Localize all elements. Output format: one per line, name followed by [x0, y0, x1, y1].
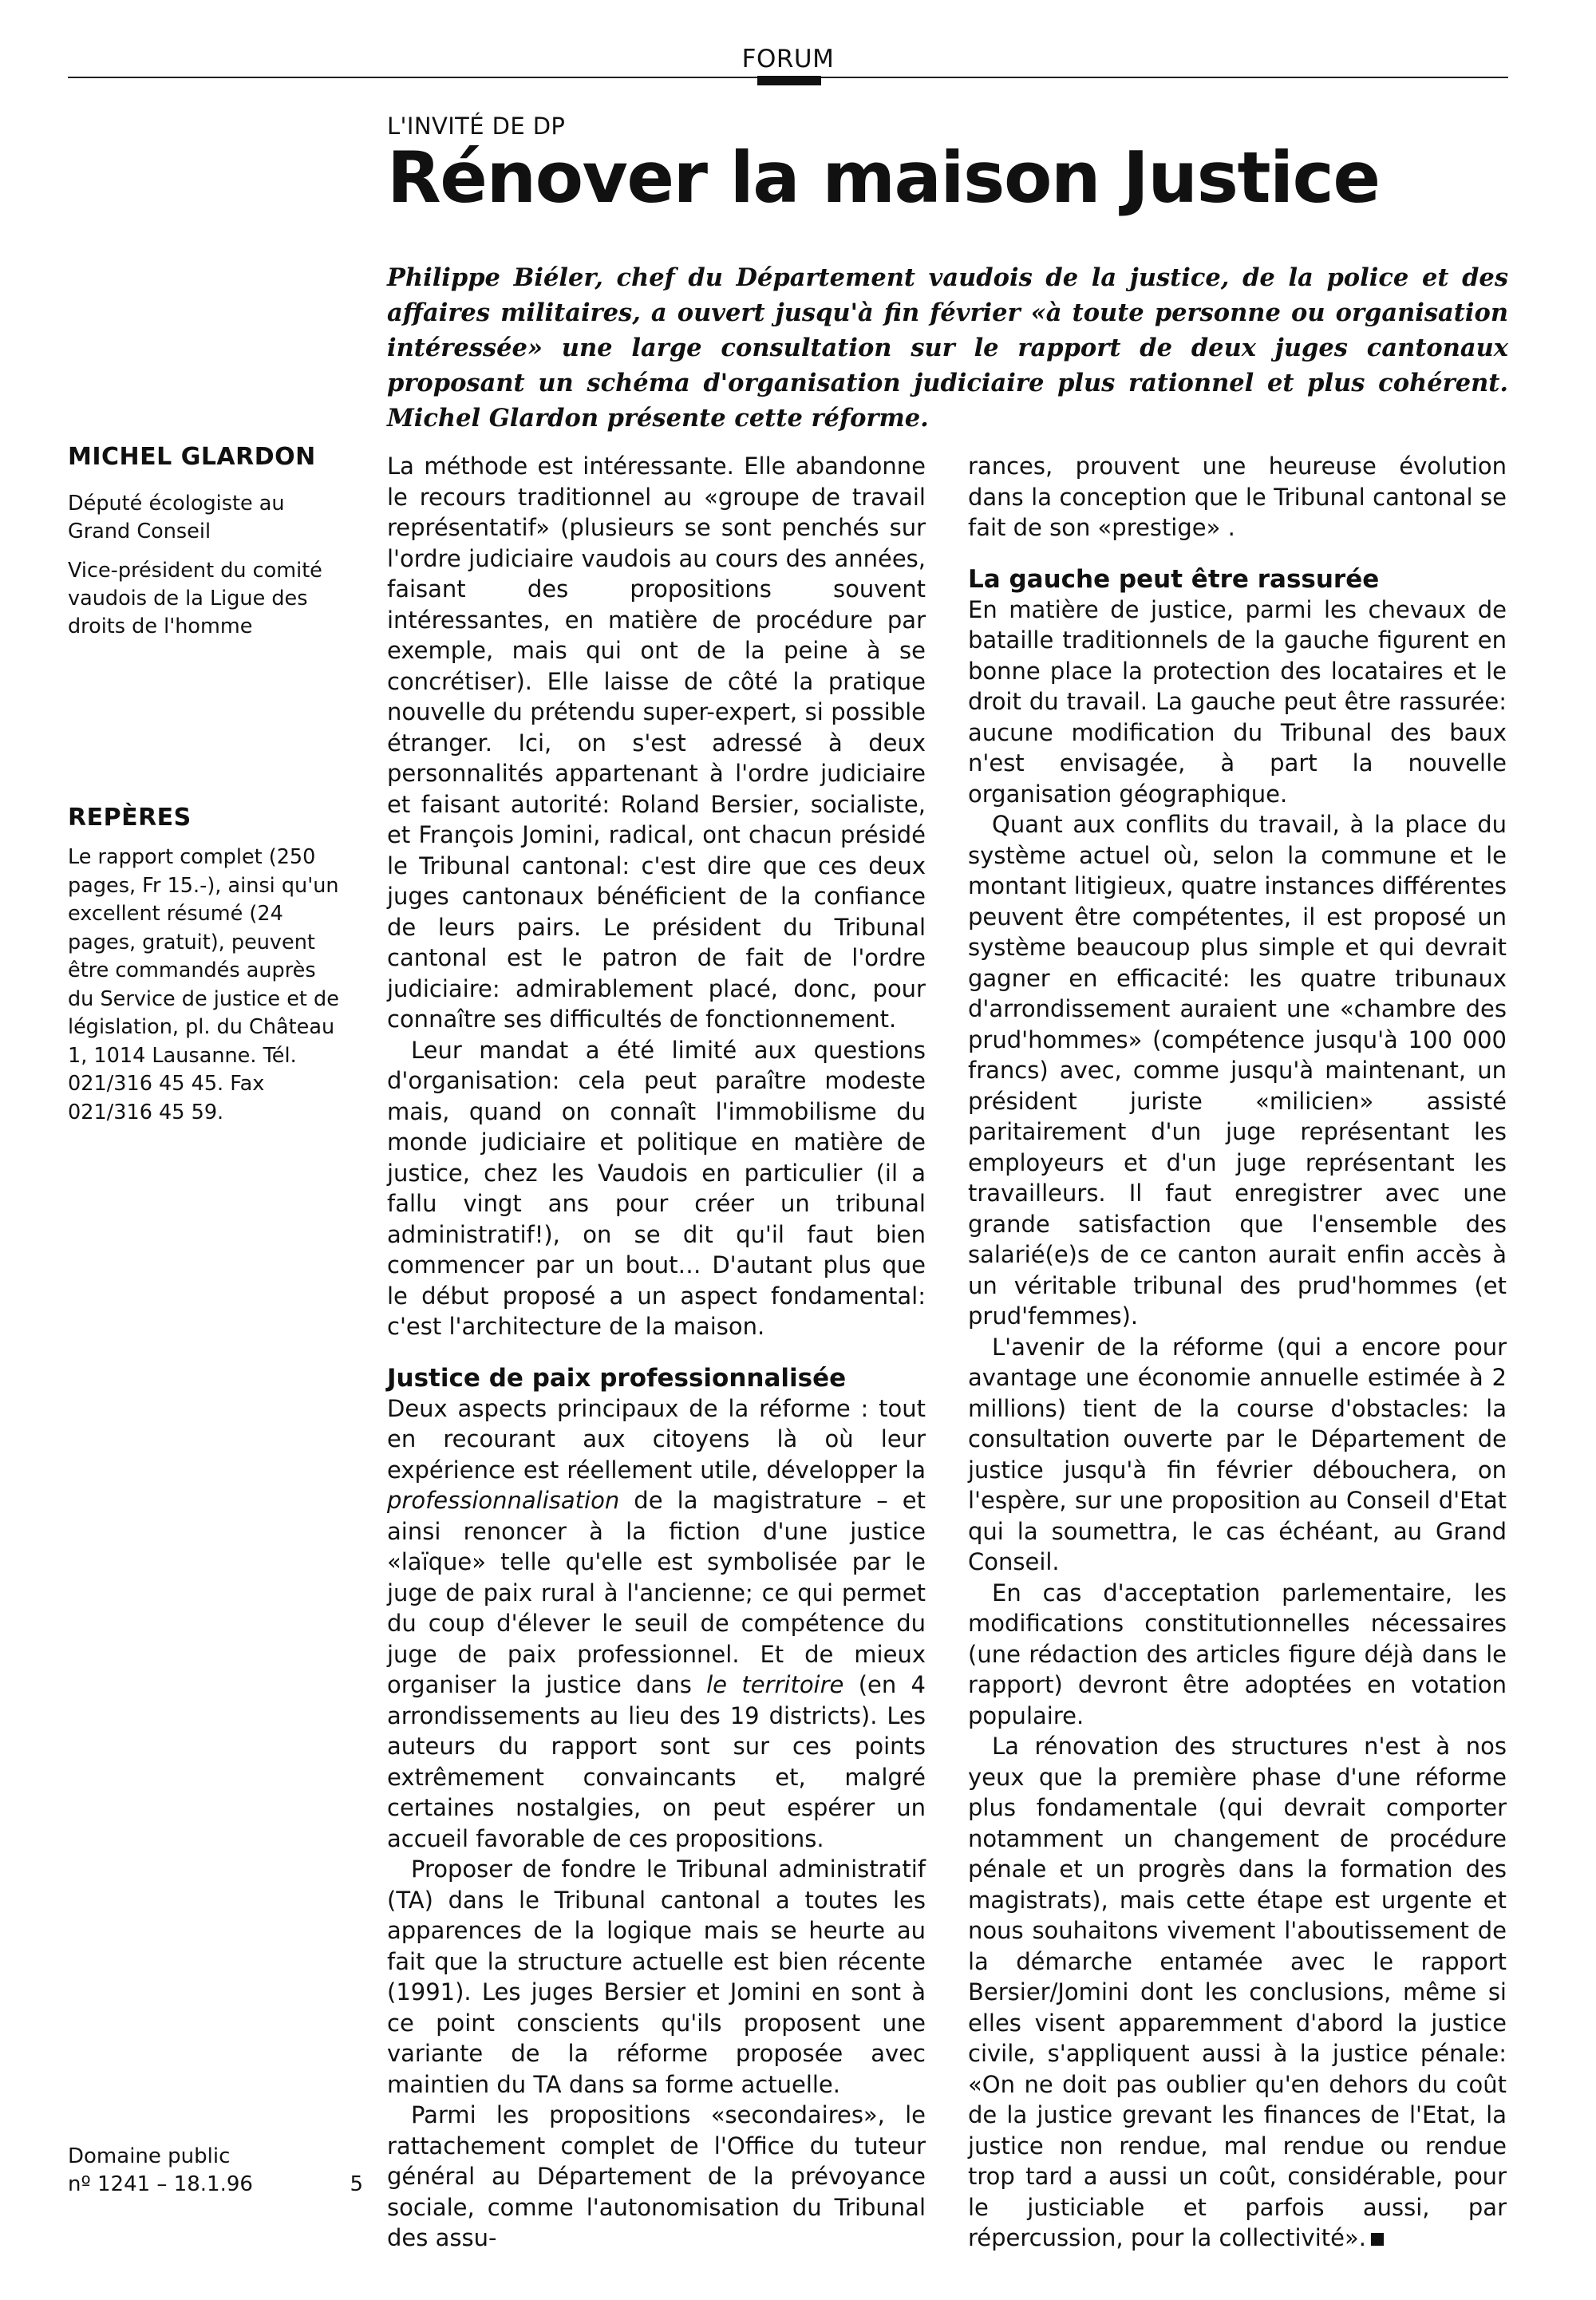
article-kicker: L'INVITÉ DE DP — [387, 113, 566, 140]
page-number: 5 — [350, 2172, 363, 2196]
paragraph: En matière de justice, parmi les chevaux de bataille traditionnels de la gauche figurent en bonne place la protection des locataires et le droit du travail. La gauche peut être rassurée: aucune modification du Tribunal des baux n'est envisagée, à part la nouvelle organisation géographique. — [968, 595, 1507, 808]
article-column-1 — [387, 451, 926, 2254]
paragraph-text: de la magistrature – et ainsi renoncer à la fiction d'une justice «laïque» telle qu'elle est symbolisée par le juge de paix rural à l'ancienne; ce qui permet du coup d'élever le seuil de compétence du juge de paix professionnel. Et de mieux organiser la justice dans — [387, 1487, 926, 1698]
paragraph: Parmi les propositions «secondaires», le rattachement complet de l'Office du tuteur général au Département de la prévoyance sociale, comme l'autonomisation du Tribunal des assu- — [387, 2101, 926, 2251]
paragraph-text: (en 4 arrondissements au lieu des 19 districts). Les auteurs du rapport sont sur ces points extrêmement convaincants et, malgré certaines nostalgies, on peut espérer un accueil favorable de ces propositions. — [387, 1671, 926, 1852]
subheading: Justice de paix professionnalisée — [387, 1363, 847, 1393]
reperes-heading: REPÈRES — [68, 804, 192, 832]
article-column-2 — [968, 451, 1507, 2254]
subheading: La gauche peut être rassurée — [968, 564, 1380, 594]
paragraph: Leur mandat a été limité aux questions d'organisation: cela peut paraître modeste mais, quand on connaît l'immobilisme du monde judiciaire et politique en matière de justice, chez les Vaudois en particulier (il a fallu vingt ans pour créer un tribunal administratif!), on se dit qu'il faut bien commencer par un bout… D'autant plus que le début proposé a un aspect fondamental: c'est l'architecture de la maison. — [387, 1036, 926, 1340]
paragraph-text: La rénovation des structures n'est à nos yeux que la première phase d'une réforme plus fondamentale (qui devrait comporter notamment un changement de procédure pénale et un progrès dans la formation des magistrats), mais cette étape est urgente et nous souhaitons vivement l'aboutissement de la démarche entamée avec le rapport Bersier/Jomini dont les conclusions, même si elles visent apparemment d'abord la justice civile, s'appliquent aussi à la justice pénale: «On ne doit pas oublier qu'en dehors du coût de la justice grevant les finances de l'Etat, la justice non rendue, mal rendue ou rendue trop tard a aussi un coût, considérable, pour le justiciable et parfois aussi, par répercussion, pour la collectivité». — [968, 1733, 1507, 2251]
paragraph: La méthode est intéressante. Elle abandonne le recours traditionnel au «groupe de travail représentatif» (plusieurs se sont penchés sur l'ordre judiciaire vaudois au cours des années, faisant des propositions souvent intéressantes, en matière de procédure par exemple, mais qui ont de la peine à se concrétiser). Elle laisse de côté la pratique nouvelle du prétendu super-expert, si possible étranger. Ici, on s'est adressé à deux personnalités appartenant à l'ordre judiciaire et faisant autorité: Roland Bersier, socialiste, et François Jomini, radical, ont chacun présidé le Tribunal cantonal: c'est dire que ces deux juges cantonaux bénéficient de la confiance de leurs pairs. Le président du Tribunal cantonal est le patron de fait de l'ordre judiciaire: admirablement placé, donc, pour connaître ses difficultés de fonctionnement. — [387, 452, 926, 1033]
paragraph — [968, 1731, 1507, 2254]
paragraph — [387, 1393, 926, 1855]
publication-footer — [68, 2143, 363, 2199]
paragraph: Quant aux conflits du travail, à la place du système actuel où, selon la commune et le montant litigieux, quatre instances différentes peuvent être compétentes, il est proposé un système beaucoup plus simple et qui devrait gagner en efficacité: les quatre tribunaux d'arrondissement auraient une «chambre des prud'hommes» (compétence jusqu'à 100 000 francs) avec, comme jusqu'à maintenant, un président juriste «milicien» assisté paritairement d'un juge représentant les employeurs et d'un juge représentant les travailleurs. Il faut enregistrer avec une grande satisfaction que l'ensemble des salarié(e)s de ce canton aurait enfin accès à un véritable tribunal des prud'hommes (et prud'femmes). — [968, 811, 1507, 1330]
emphasis-text: professionnalisation — [387, 1487, 620, 1514]
publication-issue: nº 1241 – 18.1.96 — [68, 2172, 253, 2196]
author-sidebar — [68, 443, 347, 652]
page-header — [68, 40, 1508, 88]
paragraph: Proposer de fondre le Tribunal administratif (TA) dans le Tribunal cantonal a toutes les apparences de la logique mais se heurte au fait que la structure actuelle est bien récente (1991). Les juges Bersier et Jomini en sont à ce point conscients qu'ils proposent une variante de la réforme proposée avec maintien du TA dans sa forme actuelle. — [387, 1855, 926, 2098]
paragraph: rances, prouvent une heureuse évolution dans la conception que le Tribunal cantonal se fait de son «prestige» . — [968, 452, 1507, 541]
paragraph-text: Deux aspects principaux de la réforme : tout en recourant aux citoyens là où leur expérience est réellement utile, développer la — [387, 1394, 926, 1484]
paragraph: En cas d'acceptation parlementaire, les modifications constitutionnelles nécessaires (une rédaction des articles figure déjà dans le rapport) devront être adoptées en votation populaire. — [968, 1579, 1507, 1729]
reperes-text: Le rapport complet (250 pages, Fr 15.-), ainsi qu'un excellent résumé (24 pages, gratuit), peuvent être commandés auprès du Service de justice et de législation, pl. du Château 1, 1014 Lausanne. Tél. 021/316 45 45. Fax 021/316 45 59. — [68, 845, 339, 1124]
section-label: FORUM — [741, 45, 835, 73]
paragraph: L'avenir de la réforme (qui a encore pour avantage une économie annuelle estimée à 2 millions) tient de la course d'obstacles: la consultation ouverte par le Département de justice jusqu'à fin février débouchera, on l'espère, sur une proposition au Conseil d'Etat qui la soumettra, le cas échéant, au Grand Conseil. — [968, 1333, 1507, 1575]
article-title: Rénover la maison Justice — [387, 136, 1380, 219]
publication-name: Domaine public — [68, 2144, 231, 2168]
end-of-article-square — [1371, 2233, 1384, 2246]
article-lead: Philippe Biéler, chef du Département vaudois de la justice, de la police et des affaires militaires, a ouvert jusqu'à fin février «à toute personne ou organisation intéressée» une large consultation sur le rapport de deux juges cantonaux proposant un schéma d'organisation judiciaire plus rationnel et plus cohérent. Michel Glardon présente cette réforme. — [387, 263, 1508, 433]
emphasis-text: le territoire — [706, 1671, 844, 1698]
author-role-1: Député écologiste au Grand Conseil — [68, 492, 285, 543]
author-role-2: Vice-président du comité vaudois de la Ligue des droits de l'homme — [68, 559, 322, 638]
author-name: MICHEL GLARDON — [68, 443, 316, 471]
header-tab-marker — [757, 76, 821, 85]
